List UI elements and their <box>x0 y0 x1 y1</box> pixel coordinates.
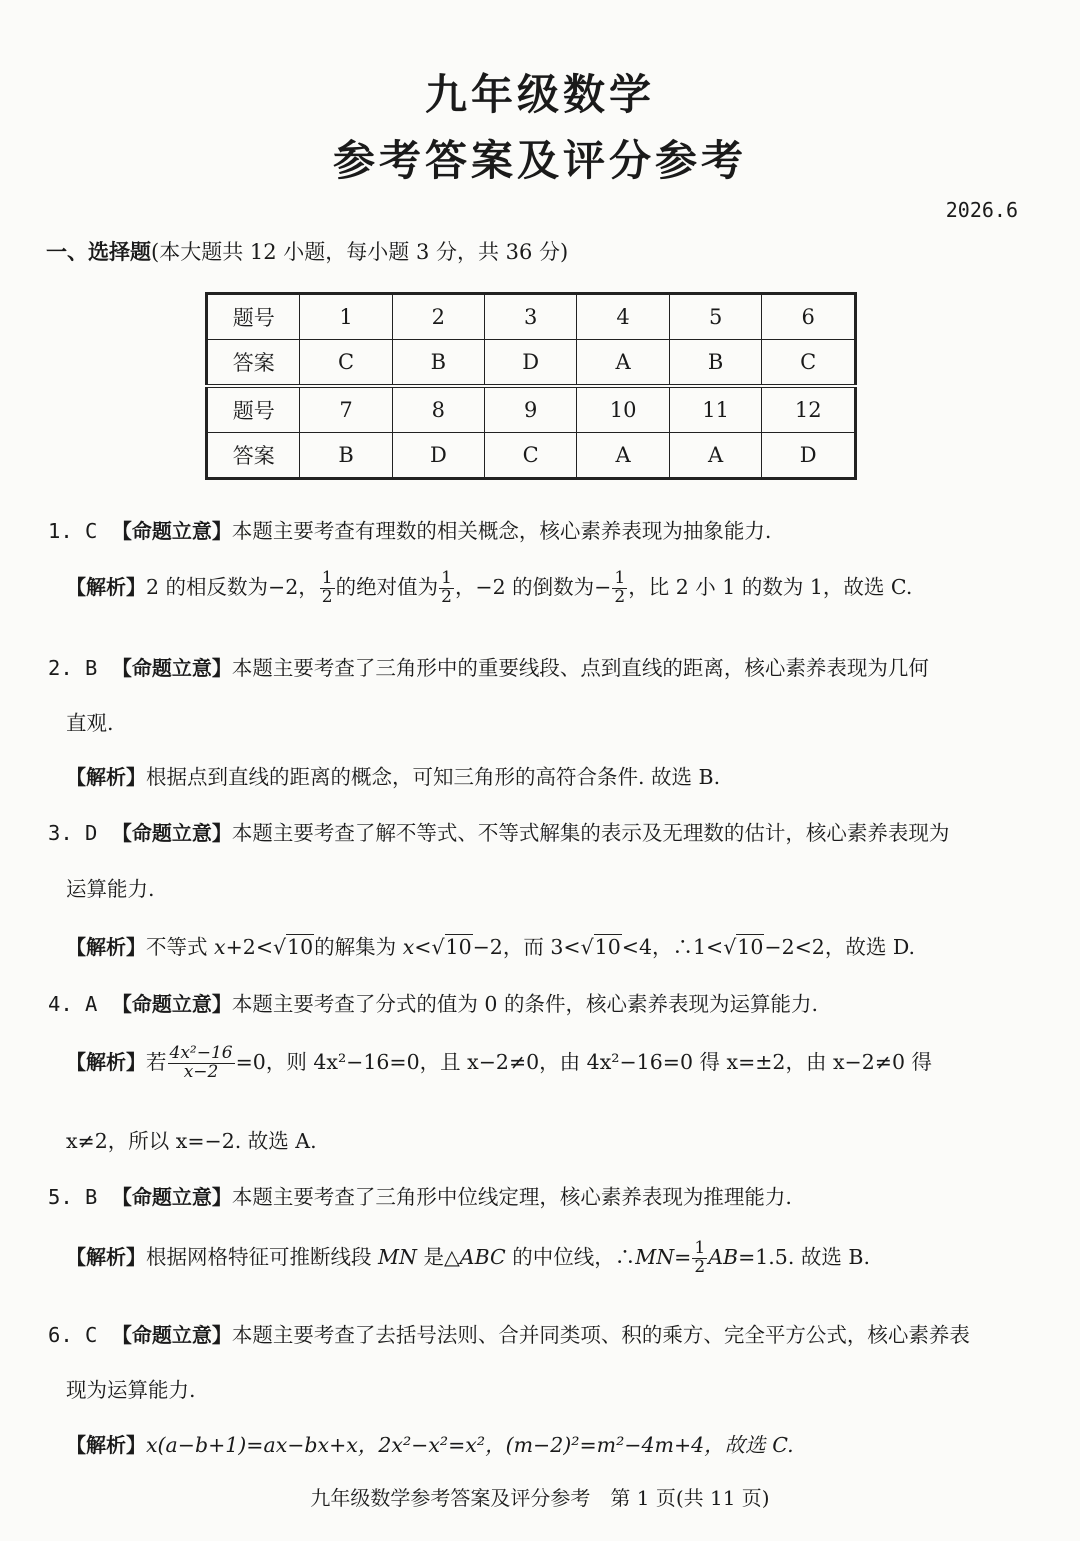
q1-text: 2 的相反数为−2， <box>146 575 319 599</box>
q5-var: AB <box>708 1245 739 1269</box>
intent-label: 【命题立意】 <box>111 519 232 543</box>
sqrt-sign: √ <box>580 935 594 959</box>
q5-text: 的中位线，∴ <box>505 1245 636 1269</box>
table-cell: 12 <box>762 386 856 433</box>
row-label: 题号 <box>207 294 300 340</box>
numerator: 1 <box>694 1238 706 1259</box>
q5-intent-line <box>48 1180 792 1210</box>
q1-text: 的绝对值为 <box>335 575 439 599</box>
table-cell: 5 <box>669 294 762 340</box>
q1-number: 1. C <box>48 519 98 543</box>
q5-var: ABC <box>459 1245 506 1269</box>
q3-intent-cont: 运算能力. <box>66 877 155 901</box>
q1-analysis-line <box>66 570 912 607</box>
q3-text: −2，而 3< <box>472 935 581 959</box>
q5-number: 5. B <box>48 1185 98 1209</box>
q5-analysis-line <box>66 1240 870 1277</box>
table-cell: B <box>300 433 392 479</box>
sqrt-sign: √ <box>273 935 287 959</box>
table-cell: D <box>762 433 856 479</box>
table-cell: 2 <box>392 294 484 340</box>
q4-intent: 本题主要考查了分式的值为 0 的条件，核心素养表现为运算能力. <box>231 992 818 1016</box>
table-cell: 10 <box>577 386 670 433</box>
q4-text: 若 <box>146 1050 167 1074</box>
analysis-label: 【解析】 <box>66 935 146 959</box>
q6-analysis: x(a−b+1)=ax−bx+x，2x²−x²=x²，(m−2)²=m²−4m+4，故选 C. <box>146 1433 794 1457</box>
numerator: 1 <box>321 568 333 589</box>
fraction <box>320 570 335 607</box>
section-title: 一、选择题 <box>46 240 151 264</box>
fraction <box>439 570 454 607</box>
table-cell: 4 <box>577 294 670 340</box>
table-cell: C <box>300 340 392 387</box>
table-cell: A <box>669 433 762 479</box>
q2-intent: 本题主要考查了三角形中的重要线段、点到直线的距离，核心素养表现为几何 <box>231 656 929 680</box>
q5-text: 根据网格特征可推断线段 <box>146 1245 379 1269</box>
q3-text: <4，∴1< <box>621 935 724 959</box>
q3-intent-line-2 <box>66 872 155 902</box>
q3-intent-line <box>48 816 949 846</box>
table-cell: D <box>392 433 484 479</box>
q4-analysis-line-2 <box>66 1124 317 1154</box>
intent-label: 【命题立意】 <box>111 821 232 845</box>
q4-text: =0，则 4x²−16=0，且 x−2≠0，由 4x²−16=0 得 x=±2，由 x−2≠0 得 <box>235 1050 933 1074</box>
q2-intent-line-2 <box>66 706 114 736</box>
q1-text: ，比 2 小 1 的数为 1，故选 C. <box>628 575 913 599</box>
table-row <box>207 386 856 433</box>
table-cell: 9 <box>485 386 577 433</box>
q1-intent: 本题主要考查有理数的相关概念，核心素养表现为抽象能力. <box>231 519 772 543</box>
q1-intent-line <box>48 514 771 544</box>
page-title: 九年级数学 <box>424 70 655 119</box>
analysis-label: 【解析】 <box>66 765 146 789</box>
numerator: 1 <box>614 568 626 589</box>
table-cell: D <box>485 340 577 387</box>
q4-text: x≠2，所以 x=−2. 故选 A. <box>66 1129 317 1153</box>
sqrt-sign: √ <box>431 935 445 959</box>
table-cell: B <box>669 340 762 387</box>
q1-text: ，−2 的倒数为− <box>454 575 612 599</box>
q3-text: 不等式 <box>146 935 215 959</box>
table-cell: B <box>392 340 484 387</box>
q5-var: MN <box>378 1245 417 1269</box>
numerator: 1 <box>441 568 452 589</box>
table-row <box>207 294 856 340</box>
intent-label: 【命题立意】 <box>111 1323 232 1347</box>
fraction <box>612 570 627 607</box>
fraction <box>692 1240 707 1277</box>
table-cell: 11 <box>669 386 762 433</box>
sqrt-radicand: 10 <box>445 935 472 959</box>
q5-text: = <box>674 1245 692 1269</box>
q3-var: x <box>402 935 415 959</box>
section-note: (本大题共 12 小题，每小题 3 分，共 36 分) <box>151 240 569 264</box>
q6-analysis-line <box>66 1428 794 1458</box>
q5-text: =1.5. 故选 B. <box>738 1245 870 1269</box>
q6-intent: 本题主要考查了去括号法则、合并同类项、积的乘方、完全平方公式，核心素养表 <box>231 1323 970 1347</box>
table-cell: 7 <box>300 386 392 433</box>
q2-intent-cont: 直观. <box>66 711 114 735</box>
q3-analysis-line <box>66 930 915 960</box>
sqrt-radicand: 10 <box>287 935 314 959</box>
q3-var: x <box>214 935 226 959</box>
analysis-label: 【解析】 <box>66 1050 146 1074</box>
table-cell: C <box>762 340 856 387</box>
sqrt-radicand: 10 <box>594 935 621 959</box>
q4-intent-line <box>48 987 818 1017</box>
date: 2026.6 <box>945 198 1018 222</box>
answer-table <box>205 292 857 480</box>
page-footer: 九年级数学参考答案及评分参考 第 1 页(共 11 页) <box>310 1486 770 1510</box>
intent-label: 【命题立意】 <box>111 1185 232 1209</box>
denominator: 2 <box>441 587 452 607</box>
numerator: 4x²−16 <box>169 1043 233 1064</box>
sqrt-sign: √ <box>723 935 737 959</box>
q4-analysis-line <box>66 1045 932 1082</box>
section-heading <box>46 236 568 266</box>
analysis-label: 【解析】 <box>66 1245 146 1269</box>
q2-analysis: 根据点到直线的距离的概念，可知三角形的高符合条件. 故选 B. <box>146 765 721 789</box>
fraction <box>168 1045 235 1082</box>
q5-intent: 本题主要考查了三角形中位线定理，核心素养表现为推理能力. <box>231 1185 792 1209</box>
intent-label: 【命题立意】 <box>111 992 232 1016</box>
q6-intent-line <box>48 1318 970 1348</box>
page-subtitle: 参考答案及评分参考 <box>332 136 747 185</box>
q6-intent-cont: 现为运算能力. <box>66 1378 196 1402</box>
q3-intent: 本题主要考查了解不等式、不等式解集的表示及无理数的估计，核心素养表现为 <box>231 821 950 845</box>
q2-intent-line <box>48 651 929 681</box>
denominator: x−2 <box>183 1062 219 1082</box>
q6-number: 6. C <box>48 1323 98 1347</box>
row-label: 答案 <box>207 433 300 479</box>
q2-analysis-line <box>66 760 720 790</box>
table-cell: 3 <box>485 294 577 340</box>
denominator: 2 <box>694 1257 706 1277</box>
analysis-label: 【解析】 <box>66 575 146 599</box>
sqrt-radicand: 10 <box>737 935 764 959</box>
table-cell: 8 <box>392 386 484 433</box>
table-cell: A <box>577 433 670 479</box>
intent-label: 【命题立意】 <box>111 656 232 680</box>
denominator: 2 <box>614 587 626 607</box>
q2-number: 2. B <box>48 656 98 680</box>
table-row <box>207 433 856 479</box>
table-cell: 1 <box>300 294 392 340</box>
analysis-label: 【解析】 <box>66 1433 146 1457</box>
q4-number: 4. A <box>48 992 98 1016</box>
q3-number: 3. D <box>48 821 98 845</box>
q6-intent-line-2 <box>66 1373 196 1403</box>
table-cell: 6 <box>762 294 856 340</box>
q3-text: +2< <box>225 935 273 959</box>
row-label: 答案 <box>207 340 300 387</box>
denominator: 2 <box>321 587 333 607</box>
table-cell: A <box>577 340 670 387</box>
table-row <box>207 340 856 387</box>
q3-text: 的解集为 <box>314 935 403 959</box>
table-cell: C <box>485 433 577 479</box>
row-label: 题号 <box>207 386 300 433</box>
q5-var: MN <box>635 1245 675 1269</box>
q3-text: < <box>414 935 432 959</box>
q5-text: 是△ <box>416 1245 460 1269</box>
q3-text: −2<2，故选 D. <box>764 935 916 959</box>
